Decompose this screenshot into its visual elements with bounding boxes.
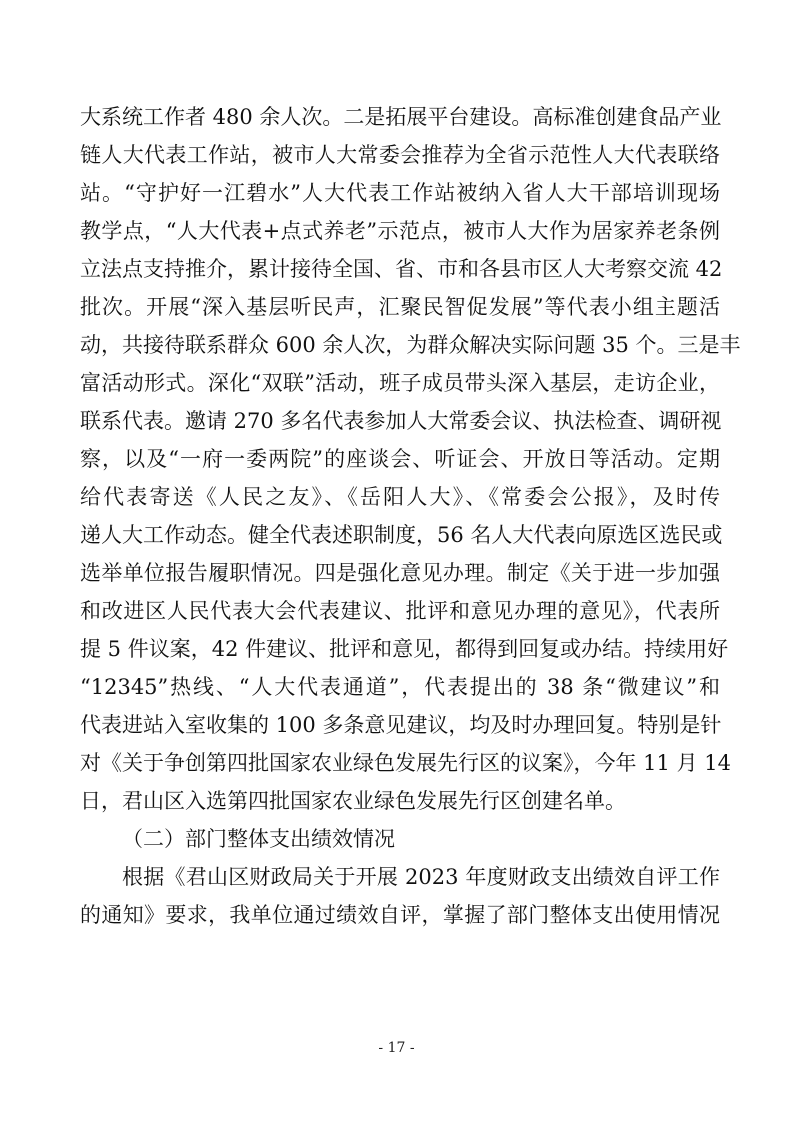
paragraph-end-line: 日，君山区入选第四批国家农业绿色发展先行区创建名单。 <box>80 789 626 813</box>
text-line: 代表进站入室收集的 100 多条意见建议，均及时办理回复。特别是针 <box>80 713 722 737</box>
text-line: 链人大代表工作站，被市人大常委会推荐为全省示范性人大代表联络 <box>80 143 720 167</box>
text-line: 和改进区人民代表大会代表建议、批评和意见办理的意见》，代表所 <box>80 599 720 623</box>
text-line: 动，共接待联系群众 600 余人次，为群众解决实际问题 35 个。三是丰 <box>80 333 741 357</box>
body-text <box>80 98 741 934</box>
text-line: “12345”热线、“人大代表通道”，代表提出的 38 条“微建议”和 <box>80 675 720 699</box>
text-line: 的通知》要求，我单位通过绩效自评，掌握了部门整体支出使用情况 <box>80 903 720 927</box>
text-line: 教学点，“人大代表+点式养老”示范点，被市人大作为居家养老条例 <box>80 219 720 243</box>
text-line: 站。“守护好一江碧水”人大代表工作站被纳入省人大干部培训现场 <box>80 181 720 205</box>
text-line: 提 5 件议案，42 件建议、批评和意见，都得到回复或办结。持续用好 <box>80 637 729 661</box>
text-line: 选举单位报告履职情况。四是强化意见办理。制定《关于进一步加强 <box>80 561 720 585</box>
text-line: 批次。开展“深入基层听民声，汇聚民智促发展”等代表小组主题活 <box>80 295 720 319</box>
text-line: 大系统工作者 480 余人次。二是拓展平台建设。高标准创建食品产业 <box>80 105 722 129</box>
text-line: 立法点支持推介，累计接待全国、省、市和各县市区人大考察交流 42 <box>80 257 723 281</box>
text-line: 递人大工作动态。健全代表述职制度，56 名人大代表向原选区选民或 <box>80 523 723 547</box>
text-line: 对《关于争创第四批国家农业绿色发展先行区的议案》，今年 11 月 14 <box>80 751 731 775</box>
text-line: 根据《君山区财政局关于开展 2023 年度财政支出绩效自评工作 <box>122 865 720 889</box>
text-line: 联系代表。邀请 270 多名代表参加人大常委会议、执法检查、调研视 <box>80 409 722 433</box>
text-line: 察，以及“一府一委两院”的座谈会、听证会、开放日等活动。定期 <box>80 447 720 471</box>
text-line: 给代表寄送《人民之友》、《岳阳人大》、《常委会公报》，及时传 <box>80 485 720 509</box>
section-heading: （二）部门整体支出绩效情况 <box>122 827 395 851</box>
text-line: 富活动形式。深化“双联”活动，班子成员带头深入基层，走访企业， <box>80 371 720 395</box>
page-number: - 17 - <box>378 1040 415 1056</box>
